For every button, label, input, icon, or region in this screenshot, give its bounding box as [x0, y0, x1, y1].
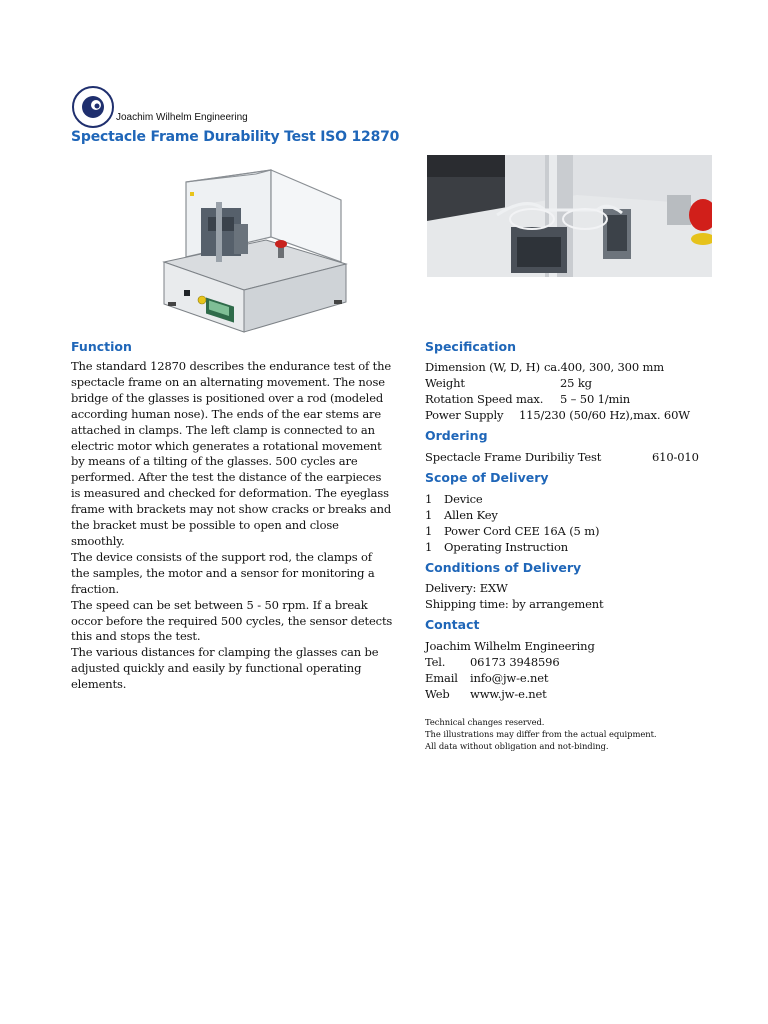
function-heading: Function [71, 339, 132, 354]
company-logo [71, 85, 115, 129]
scope-qty: 1 [425, 540, 433, 554]
disclaimer-line: The illustrations may differ from the actual equipment. [425, 729, 657, 739]
scope-qty: 1 [425, 492, 433, 506]
scope-qty: 1 [425, 508, 433, 522]
contact-web-label: Web [425, 687, 450, 701]
spec-value: ca.400, 300, 300 mm [543, 360, 665, 374]
closeup-photo [427, 155, 712, 277]
ordering-number: 610-010 [652, 450, 699, 464]
function-paragraph: The standard 12870 describes the endurance test of the spectacle frame on an alternating movement. The nose bridge of the glasses is positioned over a rod (modeled according human nose). The ends of the ear stems are attached in clamps. The left clamp is connected to an electric motor which generates a rotational movement by means of a tilting of the glasses. 500 cycles are performed. After the test the distance of the earpieces is measured and checked for deformation. The eyeglass frame with brackets may not show cracks or breaks and the bracket must be possible to open and close smoothly. [71, 359, 392, 548]
scope-item [425, 523, 600, 539]
spec-row [425, 407, 690, 423]
spec-row [425, 375, 592, 391]
scope-name: Device [444, 492, 483, 506]
scope-name: Power Cord CEE 16A (5 m) [444, 524, 600, 538]
spec-label: Weight [425, 376, 465, 390]
contact-tel-label: Tel. [425, 655, 446, 669]
spec-value: 25 kg [560, 376, 592, 390]
contact-email-label: Email [425, 671, 458, 685]
contact-tel-row [425, 654, 560, 670]
spec-value: 115/230 (50/60 Hz),max. 60W [519, 408, 690, 422]
conditions-delivery: Delivery: EXW [425, 581, 508, 595]
function-text [71, 359, 393, 693]
function-paragraph: The device consists of the support rod, the clamps of the samples, the motor and a sensor for monitoring a fraction. [71, 549, 375, 596]
device-photo [146, 162, 396, 336]
contact-email-row [425, 670, 549, 686]
scope-heading: Scope of Delivery [425, 470, 549, 485]
scope-qty: 1 [425, 524, 433, 538]
scope-name: Operating Instruction [444, 540, 568, 554]
contact-web-row [425, 686, 547, 702]
ordering-item: Spectacle Frame Duribiliy Test [425, 450, 602, 464]
disclaimer-line: Technical changes reserved. [425, 717, 545, 727]
spec-label: Rotation Speed max. [425, 392, 544, 406]
spec-label: Power Supply [425, 408, 504, 422]
scope-item [425, 539, 568, 555]
spec-value: 5 – 50 1/min [560, 392, 631, 406]
ordering-heading: Ordering [425, 428, 488, 443]
contact-email-link[interactable]: info@jw-e.net [470, 671, 549, 685]
function-paragraph: The speed can be set between 5 - 50 rpm. If a break occor before the required 500 cycles, the sensor detects this and stops the test. [71, 597, 393, 644]
page-title: Spectacle Frame Durability Test ISO 12870 [71, 129, 400, 145]
contact-tel[interactable]: 06173 3948596 [470, 655, 560, 669]
company-name: Joachim Wilhelm Engineering [116, 112, 248, 123]
contact-web-link[interactable]: www.jw-e.net [470, 687, 547, 701]
conditions-heading: Conditions of Delivery [425, 560, 582, 575]
specification-heading: Specification [425, 339, 516, 354]
contact-heading: Contact [425, 617, 480, 632]
scope-item [425, 491, 483, 507]
spec-label: Dimension (W, D, H) [425, 360, 540, 374]
contact-company: Joachim Wilhelm Engineering [425, 639, 595, 653]
function-paragraph: The various distances for clamping the glasses can be adjusted quickly and easily by functional operating elements. [71, 645, 379, 692]
ordering-row [425, 449, 699, 465]
spec-row [425, 359, 664, 375]
scope-item [425, 507, 498, 523]
spec-row [425, 391, 631, 407]
scope-name: Allen Key [444, 508, 498, 522]
conditions-shipping: Shipping time: by arrangement [425, 597, 604, 611]
disclaimer-line: All data without obligation and not-binding. [425, 741, 609, 751]
